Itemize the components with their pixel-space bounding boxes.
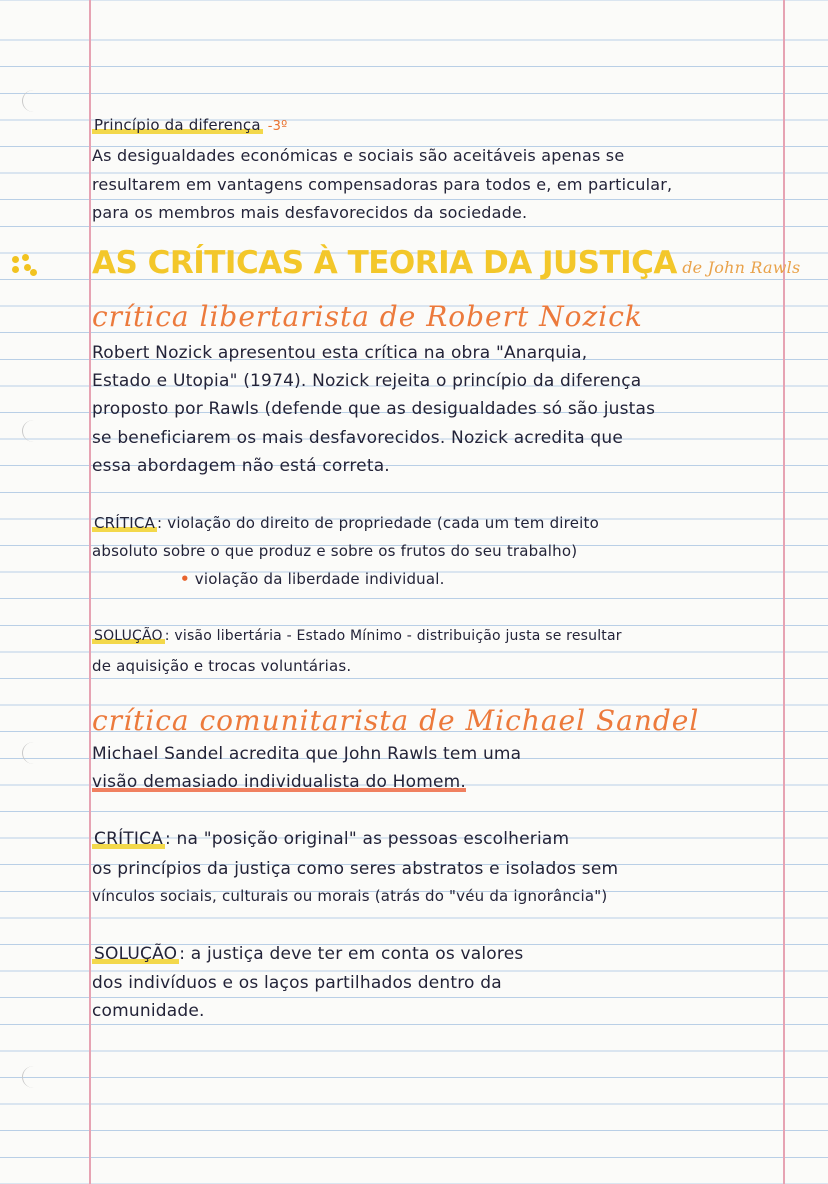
nozick-critica-row [92, 514, 599, 532]
sandel-line [92, 772, 466, 792]
principio-title-row [92, 116, 287, 134]
criticas-title: AS CRÍTICAS À TEORIA DA JUSTIÇA [92, 245, 677, 281]
sandel-critica-row [92, 829, 569, 849]
criticas-subtitle: de John Rawls [682, 258, 801, 277]
sandel-solucao-line: dos indivíduos e os laços partilhados dentro da [92, 973, 502, 993]
sandel-critica-line: os princípios da justiça como seres abstratos e isolados sem [92, 859, 619, 879]
nozick-line: Robert Nozick apresentou esta crítica na obra "Anarquia, [92, 343, 588, 363]
nozick-critica-text: : violação do direito de propriedade (cada um tem direito [157, 514, 599, 532]
nozick-critica-line: violação da liberdade individual. [194, 570, 445, 588]
criticas-title-row [92, 245, 800, 281]
nozick-solucao-line: de aquisição e trocas voluntárias. [92, 657, 352, 675]
sandel-solucao-line: comunidade. [92, 1001, 205, 1021]
nozick-line: essa abordagem não está correta. [92, 456, 390, 476]
sandel-critica-label: CRÍTICA [94, 829, 163, 849]
nozick-solucao-text: : visão libertária - Estado Mínimo - distribuição justa se resultar [164, 628, 622, 644]
sandel-solucao-label: SOLUÇÃO [94, 944, 178, 964]
nozick-solucao-row [92, 628, 622, 644]
principio-line: As desigualdades económicas e sociais são aceitáveis apenas se [92, 146, 625, 165]
nozick-critica-line: absoluto sobre o que produz e sobre os frutos do seu trabalho) [92, 542, 578, 560]
sandel-solucao-text: : a justiça deve ter em conta os valores [179, 944, 524, 964]
nozick-line: Estado e Utopia" (1974). Nozick rejeita o princípio da diferença [92, 371, 642, 391]
nozick-critica-bullet-row [180, 570, 445, 588]
left-margin-line [89, 0, 91, 1184]
nozick-heading: crítica libertarista de Robert Nozick [92, 300, 643, 333]
nozick-critica-label: CRÍTICA [94, 514, 156, 532]
bullet-icon: • [180, 570, 190, 588]
binder-hole-icon [22, 742, 45, 764]
nozick-solucao-label: SOLUÇÃO [94, 628, 163, 644]
principio-number: -3º [267, 119, 288, 134]
binder-hole-icon [22, 90, 45, 112]
binder-hole-icon [22, 420, 45, 442]
sandel-line: Michael Sandel acredita que John Rawls tem uma [92, 744, 522, 764]
sandel-solucao-row [92, 944, 523, 964]
principio-line: resultarem em vantagens compensadoras para todos e, em particular, [92, 175, 673, 194]
sandel-critica-text: : na "posição original" as pessoas escolheriam [165, 829, 570, 849]
binder-hole-icon [22, 1066, 45, 1088]
principio-title: Princípio da diferença [94, 116, 261, 134]
sandel-line-text: visão demasiado individualista do Homem. [92, 772, 467, 792]
dots-bullet-icon [10, 254, 40, 278]
nozick-line: proposto por Rawls (defende que as desigualdades só são justas [92, 399, 656, 419]
sandel-heading: crítica comunitarista de Michael Sandel [92, 704, 700, 737]
right-margin-line [783, 0, 785, 1184]
sandel-critica-line: vínculos sociais, culturais ou morais (atrás do "véu da ignorância") [92, 887, 608, 905]
principio-line: para os membros mais desfavorecidos da sociedade. [92, 203, 528, 222]
nozick-line: se beneficiarem os mais desfavorecidos. Nozick acredita que [92, 428, 624, 448]
